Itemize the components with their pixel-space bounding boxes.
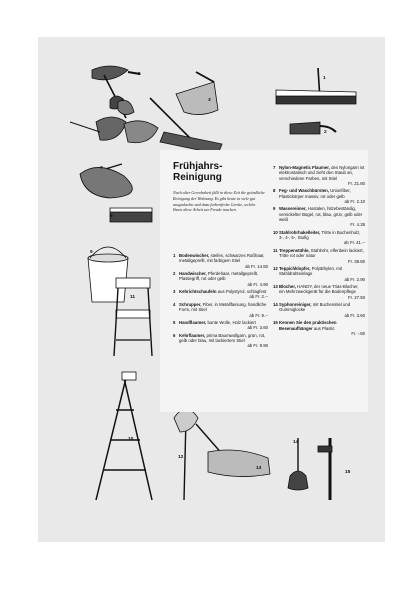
title-line-1: Frühjahrs- [173,161,223,172]
item-number: 13 [273,284,278,290]
item-number: 9 [273,206,276,212]
nylon-flaumer-illustration [80,164,132,198]
item-price: Fr. 4.35 [350,222,365,228]
item-number: 6 [173,332,176,338]
item-name: Bodenwischer, [179,253,210,258]
right-item-column [273,165,365,338]
item-price: Fr. 38.80 [348,258,365,264]
item-name: Schrupper, [179,301,202,307]
item-name: Handwischer, [179,271,207,277]
item-name: Kennen Sie den praktischen Besenaufhänger [279,320,337,331]
item-number: 10 [273,229,278,235]
item-name: Blocher, [279,284,296,290]
mop-illustration [104,75,134,118]
item-price: ab Fr. 9.-- [249,312,268,318]
item-description: aus Polystyrol, schlagfest [217,289,267,295]
callout-11: 11 [130,295,136,300]
item-price: ab Fr. 2.-- [249,294,268,300]
item-number: 11 [273,247,278,253]
item-description: aus Plastic [313,325,335,331]
item-price: ab Fr. 4.90 [247,281,268,287]
callout-8: 8 [110,214,113,219]
item-price: ab Fr. 41.-- [343,240,365,246]
item-description: Hostalen, hitzebeständig, vernickelter Bügel, rot, blau, grün, gelb oder weiß [279,206,363,223]
intro-paragraph: Nach alter Gewohnheit fällt in diese Zeit die gründliche Reinigung der Wohnung. Es gibt heute in viele gut ausgedachte und dazu farbenfrohe Geräte, welche Ihnen diese Arbeit zur Freude machen. [173,190,265,213]
callout-10: 10 [128,437,134,442]
item-description: Fiber, in Metallfassung, handliche Form, mit Stiel [179,301,267,313]
callout-14: 14 [293,440,299,445]
item-description: HANDY, der neue Trias-Blocher, ein Mehrzweckgerät für die Bodenpflege [279,284,359,295]
item-price: ab Fr. 3.60 [247,325,268,331]
list-item [273,206,365,227]
list-item [173,333,268,349]
hand-flaumer-illustration [92,66,140,80]
syphon-cleaner-illustration [288,438,308,490]
item-name: Wassereimer, [279,206,307,212]
list-item [273,188,365,204]
item-description: Tritte in Buchenholz, 3-, 4-, 5-, Stufig [279,229,361,241]
list-item [173,253,268,269]
item-description: Polyäthylen, mit Stahldrahteinlage [279,265,342,277]
callout-12: 12 [178,455,184,460]
item-name: Kehrflaumer, [179,332,206,338]
item-number: 8 [273,188,276,194]
list-item [273,302,365,318]
item-description: des Nylongarn ist elektrostatisch und zieht den Staub an, verschiedene Farben, mit Stiel [279,165,365,181]
callout-7: 7 [100,166,103,171]
item-number: 5 [173,320,176,326]
item-price: ab Fr. 2.90 [344,276,365,282]
item-number: 3 [173,289,176,295]
item-price: Fr. 21.80 [348,180,365,186]
callout-9: 9 [90,250,93,255]
item-name: Teppichklopfer, [279,265,311,271]
item-description: bunte Wolle, Holz lackiert [207,320,256,326]
callout-2: 2 [324,130,327,135]
list-item [173,320,268,331]
item-description: Stahlrohr, elfenbein lackiert, Tritte rot oder natur [279,247,364,259]
scrub-brush-illustration [110,208,152,222]
item-description: steifes, schwarzes Roßhaar, metallgeprellt, mit farbigem Stiel [179,253,265,264]
item-number: 7 [273,165,276,170]
callout-3: 3 [208,98,211,103]
item-price: ab Fr. 9.90 [247,343,268,349]
list-item [173,302,268,318]
item-number: 2 [173,271,176,277]
item-description: mit Buchenstiel und Gummiglocke [279,302,351,313]
item-description: Pferdehaar, metallgeprellt, Plastiegriff, rot oder gelb [179,271,259,282]
item-number: 12 [273,265,278,271]
callout-4: 4 [121,98,124,103]
item-name: Nylon-Magnetic Flaumer, [279,165,330,170]
callout-15: 15 [345,470,351,475]
item-number: 1 [173,253,176,258]
list-item [273,284,365,300]
item-price: ab Fr. 2.10 [344,198,365,204]
left-item-column [173,253,268,351]
ladder-illustration [96,372,152,500]
title-line-2: Reinigung [173,172,222,183]
item-number: 15 [273,320,278,326]
item-name: Kehrichtschaufeln [179,289,217,295]
list-item [273,248,365,264]
item-price: ab Fr. 3.60 [344,312,365,318]
item-name: Treppenstühle, [279,247,310,253]
list-item [173,271,268,287]
page-title [173,161,268,183]
dustpan-illustration [176,72,218,115]
callout-1: 1 [323,76,326,81]
item-name: Stahlrohrhakelleiter, [279,229,321,235]
item-number: 4 [173,301,176,307]
list-item [273,230,365,246]
list-item [273,266,365,282]
item-name: Syphonreiniger, [279,302,312,308]
item-name: Handflaumer, [179,320,207,326]
callout-13: 13 [256,466,262,471]
item-price: ab Fr. 14.50 [245,263,268,269]
item-description: Unionfiber, Plastickörper massiv, rot oder gelb [279,188,351,199]
list-item [273,320,365,336]
item-name: Feg- und Waschbürsten, [279,188,329,194]
flaumer-head-illustration [70,117,158,143]
list-item [173,289,268,300]
list-item [273,165,365,186]
broom-hanger-illustration [318,438,332,500]
callout-5: 5 [138,72,141,77]
item-price: Fr. 27.50 [348,294,365,300]
floor-broom-illustration [276,68,356,104]
item-price: Fr. -.80 [351,330,365,336]
hand-brush-illustration [290,122,336,134]
item-number: 14 [273,302,278,308]
bucket-illustration [88,247,128,302]
item-description: prima Baumwollgarn, grün, rot, gelb oder blau, mit lackiertem Stiel [179,332,266,344]
